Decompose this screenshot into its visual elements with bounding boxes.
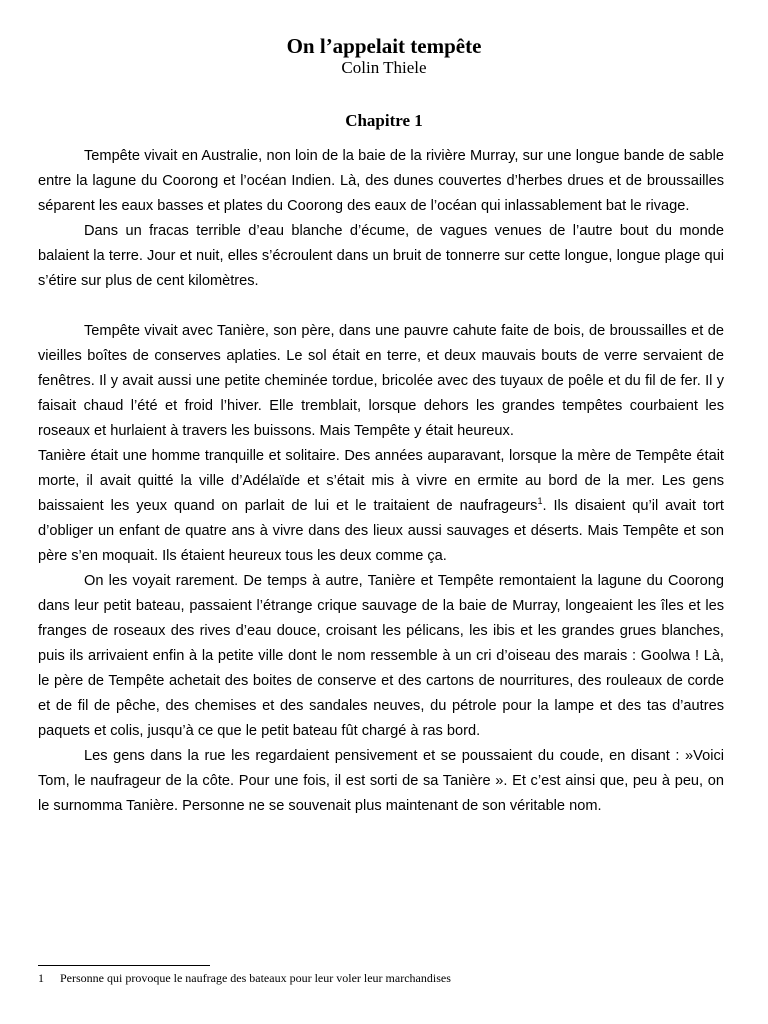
paragraph-2: Dans un fracas terrible d’eau blanche d’écume, de vagues venues de l’autre bout du monde balaient la terre. Jour et nuit, elles s’écroulent dans un bruit de tonnerre sur cette longue, longue plage qui s’étire sur plus de cent kilomètres. <box>38 223 724 289</box>
paragraph-4-text-b: . Ils disaient qu’il avait tort d’obliger un enfant de quatre ans à vivre dans des lieux aussi sauvages et déserts. Mais Tempête et son père s’en moquait. Ils étaient heureux tous les deux comme ça. <box>38 498 724 564</box>
paragraph-5: On les voyait rarement. De temps à autre, Tanière et Tempête remontaient la lagune du Coorong dans leur petit bateau, passaient l’étrange crique sauvage de la baie de Murray, longeaient les îles et les franges de roseaux des rives d’eau douce, croisant les pélicans, les ibis et les grandes grues blanches, puis ils arrivaient enfin à la petite ville dont le nom ressemble à un cri d’oiseau des marais : Goolwa ! Là, le père de Tempête achetait des boites de conserve et des cartons de nourritures, des rouleaux de corde et de fil de pêche, des chemises et des sandales neuves, du pétrole pour la lampe et des tas d’autres paquets et colis, jusqu’à ce que le petit bateau fût chargé à ras bord. <box>38 573 724 739</box>
body-text <box>38 144 724 819</box>
footnote-separator <box>38 965 210 966</box>
footnote-number: 1 <box>38 971 44 985</box>
footnote-reference: 1 <box>537 496 543 506</box>
footnote <box>38 970 728 986</box>
document-title: On l’appelait tempête <box>286 34 482 58</box>
paragraph-6: Les gens dans la rue les regardaient pensivement et se poussaient du coude, en disant : »Voici Tom, le naufrageur de la côte. Pour une fois, il est sorti de sa Tanière ». Et c’est ainsi que, peu à peu, on le surnomma Tanière. Personne ne se souvenait plus maintenant de son véritable nom. <box>38 748 724 814</box>
paragraph-4 <box>38 444 724 569</box>
paragraph-3: Tempête vivait avec Tanière, son père, dans une pauvre cahute faite de bois, de broussailles et de vieilles boîtes de conserves aplaties. Le sol était en terre, et deux mauvais bouts de verre servaient de fenêtres. Il y avait aussi une petite cheminée tordue, bricolée avec des tuyaux de poêle et du fil de fer. Il y faisait chaud l’été et froid l’hiver. Elle tremblait, lorsque dehors les grandes tempêtes courbaient les roseaux et hurlaient à travers les buissons. Mais Tempête y était heureux. <box>38 323 724 439</box>
footnote-text: Personne qui provoque le naufrage des bateaux pour leur voler leur marchandises <box>60 971 451 985</box>
chapter-heading: Chapitre 1 <box>345 111 423 130</box>
document-author: Colin Thiele <box>341 58 427 77</box>
paragraph-4-text-a: Tanière était une homme tranquille et solitaire. Des années auparavant, lorsque la mère de Tempête était morte, il avait quitté la ville d’Adélaïde et s’était mis à vivre en ermite au bord de la mer. Les gens baissaient les yeux quand on parlait de lui et le traitaient de naufrageurs <box>38 448 724 514</box>
paragraph-1: Tempête vivait en Australie, non loin de la baie de la rivière Murray, sur une longue bande de sable entre la lagune du Coorong et l’océan Indien. Là, des dunes couvertes d’herbes drues et de broussailles séparent les eaux basses et plates du Coorong des eaux de l’océan qui inlassablement bat le rivage. <box>38 148 724 214</box>
